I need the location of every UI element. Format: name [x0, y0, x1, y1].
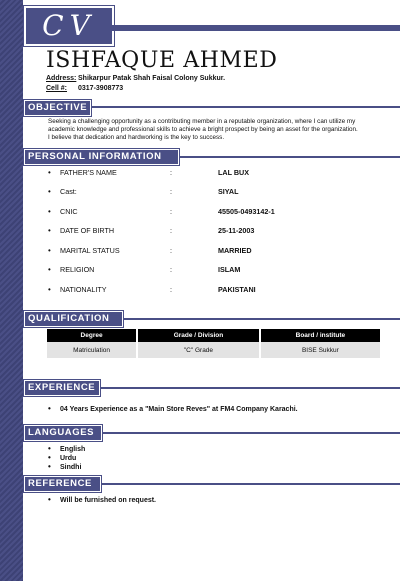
info-label: RELIGION [60, 265, 95, 274]
table-header-row [47, 329, 380, 342]
info-colon: : [170, 265, 172, 274]
info-label: Cast: [60, 187, 77, 196]
bullet-icon: • [48, 404, 51, 413]
bullet-icon: • [48, 462, 51, 471]
language-text: English [60, 446, 86, 453]
section-rule-qualification [124, 318, 400, 320]
bullet-icon: • [48, 246, 51, 255]
info-value: LAL BUX [218, 168, 250, 177]
language-text: Urdu [60, 455, 77, 462]
info-colon: : [170, 207, 172, 216]
address-line [46, 74, 225, 83]
table-header-board: Board / institute [260, 329, 380, 342]
bullet-icon: • [48, 495, 51, 504]
section-rule-objective [92, 106, 400, 108]
bullet-icon: • [48, 265, 51, 274]
table-header-degree: Degree [47, 329, 137, 342]
bullet-icon: • [48, 226, 51, 235]
section-title-qualification: QUALIFICATION [24, 311, 123, 327]
sidebar-stripe [0, 0, 23, 581]
info-value: 25-11-2003 [218, 226, 255, 235]
address-label: Address: [46, 75, 77, 82]
info-label: FATHER'S NAME [60, 168, 117, 177]
section-title-reference: REFERENCE [24, 476, 101, 492]
reference-item [48, 495, 156, 505]
section-title-languages: LANGUAGES [24, 425, 102, 441]
section-rule-experience [101, 387, 400, 389]
info-colon: : [170, 187, 172, 196]
qualification-table [47, 329, 380, 358]
table-cell-grade: "C" Grade [137, 342, 260, 358]
section-title-personal-information: PERSONAL INFORMATION [24, 149, 179, 165]
section-title-experience: EXPERIENCE [24, 380, 100, 396]
candidate-name: ISHFAQUE AHMED [46, 48, 278, 73]
cell-label: Cell #: [46, 85, 68, 92]
bullet-icon: • [48, 453, 51, 462]
info-value: 45505-0493142-1 [218, 207, 275, 216]
section-rule-languages [103, 432, 400, 434]
experience-item [48, 404, 298, 414]
bullet-icon: • [48, 207, 51, 216]
info-colon: : [170, 285, 172, 294]
bullet-icon: • [48, 187, 51, 196]
info-colon: : [170, 168, 172, 177]
info-label: DATE OF BIRTH [60, 226, 115, 235]
table-cell-board: BISE Sukkur [260, 342, 380, 358]
table-row [47, 342, 380, 358]
section-title-objective: OBJECTIVE [24, 100, 91, 116]
top-rule [112, 25, 400, 31]
objective-text: Seeking a challenging opportunity as a contributing member in a reputable organization, where I can utilize my academic knowledge and professional skills to achieve a bright prospect by being an asset for the organization. I believe that dedication and hardworking is the key to success. [48, 118, 358, 141]
info-label: NATIONALITY [60, 285, 107, 294]
experience-text: 04 Years Experience as a "Main Store Reves" at FM4 Company Karachi. [60, 406, 298, 413]
info-value: PAKISTANI [218, 285, 256, 294]
table-cell-degree: Matriculation [47, 342, 137, 358]
address-value: Shikarpur Patak Shah Faisal Colony Sukkur. [78, 75, 226, 82]
language-item [48, 462, 81, 472]
bullet-icon: • [48, 285, 51, 294]
bullet-icon: • [48, 444, 51, 453]
info-label: MARITAL STATUS [60, 246, 120, 255]
info-value: ISLAM [218, 265, 241, 274]
info-label: CNIC [60, 207, 78, 216]
table-header-grade: Grade / Division [137, 329, 260, 342]
section-rule-reference [102, 483, 400, 485]
info-colon: : [170, 246, 172, 255]
bullet-icon: • [48, 168, 51, 177]
info-value: MARRIED [218, 246, 252, 255]
info-value: SIYAL [218, 187, 239, 196]
cell-line [46, 84, 123, 93]
cell-value: 0317-3908773 [78, 85, 124, 92]
reference-text: Will be furnished on request. [60, 497, 157, 504]
language-text: Sindhi [60, 464, 82, 471]
cv-badge-label: CV [42, 9, 96, 42]
section-rule-personal-information [180, 156, 400, 158]
cv-badge [24, 6, 114, 46]
info-colon: : [170, 226, 172, 235]
